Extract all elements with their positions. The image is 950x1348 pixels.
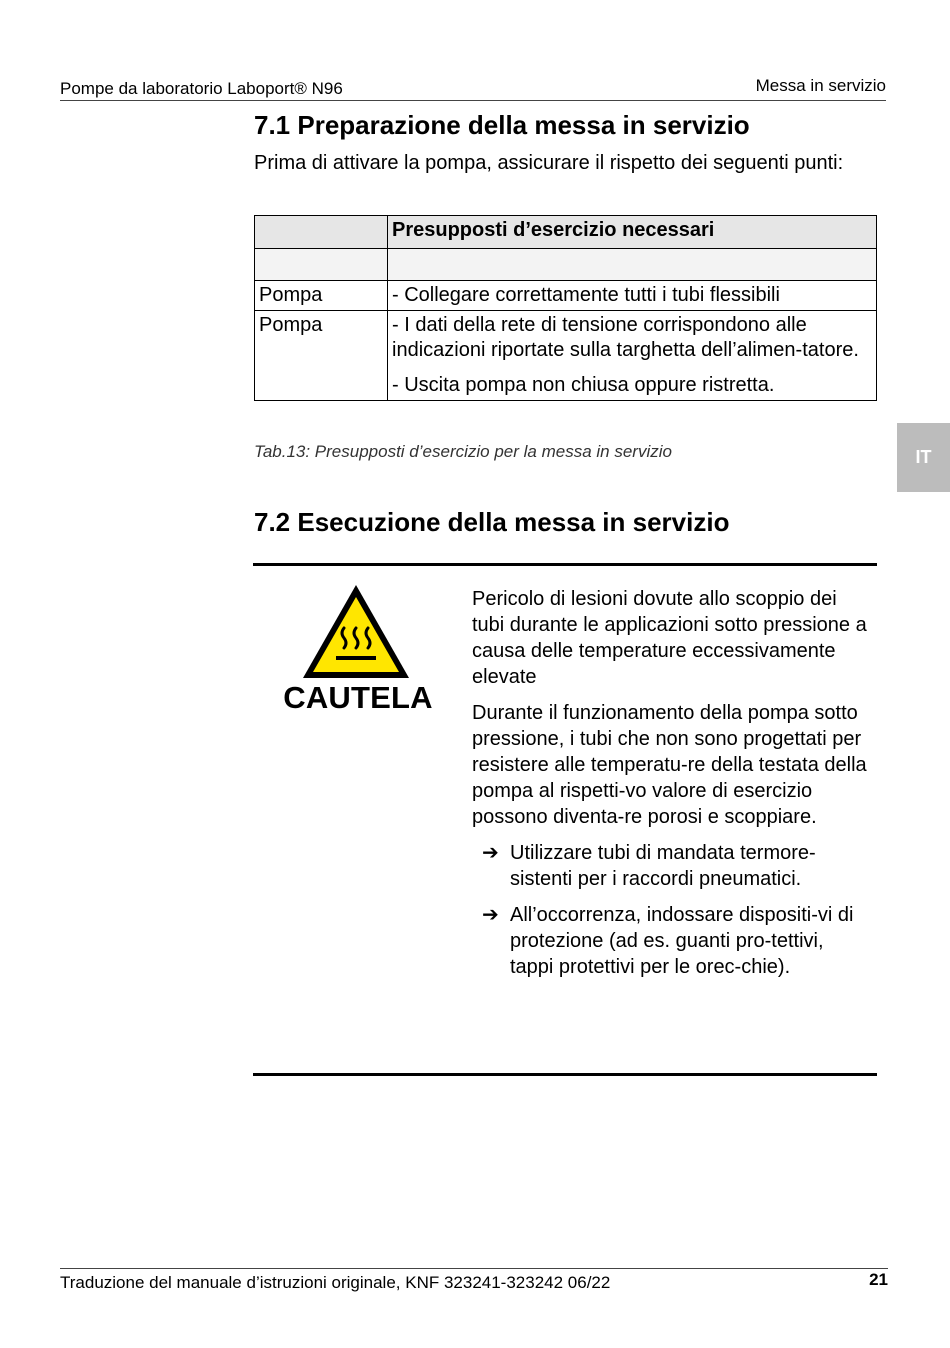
table-row [255,281,877,311]
list-item: ➔ Utilizzare tubi di mandata termore-sistenti per i raccordi pneumatici. [482,842,816,890]
section-title-7-1: 7.1 Preparazione della messa in servizio [254,110,750,140]
header-product: Pompe da laboratorio Laboport® N96 [60,79,343,98]
header-chapter: Messa in servizio [755,76,886,95]
table-cell-component: Pompa [255,311,388,401]
table-header-cell [255,216,388,249]
warning-top-rule [253,563,877,566]
page-number: 21 [869,1270,888,1289]
hot-surface-warning-icon [300,582,412,682]
table-header-cell: Presupposti d’esercizio necessari [388,216,877,249]
warning-bottom-rule [253,1073,877,1076]
warning-signal-word: CAUTELA [283,680,433,715]
warning-heading: Pericolo di lesioni dovute allo scoppio dei tubi durante le applicazioni sotto pressione a causa delle temperature eccessivamente elevate [472,588,867,688]
table-header-row [255,216,877,249]
table-spacer-row [255,249,877,281]
section-title-7-2: 7.2 Esecuzione della messa in servizio [254,507,730,537]
table-caption: Tab.13: Presupposti d’esercizio per la messa in servizio [254,442,672,461]
page-header [60,74,886,101]
footer-document-ref: Traduzione del manuale d’istruzioni originale, KNF 323241-323242 06/22 [60,1273,611,1292]
arrow-right-icon: ➔ [482,842,499,864]
intro-text: Prima di attivare la pompa, assicurare il rispetto dei seguenti punti: [254,152,844,174]
requirements-table [254,215,877,401]
language-tab: IT [897,423,950,492]
table-cell-component: Pompa [255,281,388,311]
table-row [255,311,877,401]
arrow-right-icon: ➔ [482,904,499,926]
table-cell-requirement: - I dati della rete di tensione corrispondono alle indicazioni riportate sulla targhetta dell’alimen-tatore. - Uscita pompa non chiusa oppure ristretta. [388,311,877,401]
warning-text [472,586,872,990]
page-footer [60,1268,888,1299]
list-item: ➔ All’occorrenza, indossare dispositi-vi di protezione (ad es. guanti pro-tettivi, tappi protettivi per le orec-chie). [482,904,854,978]
warning-body: Durante il funzionamento della pompa sotto pressione, i tubi che non sono progettati per resistere alle temperatu-re della testata della pompa al rispetti-vo valore di esercizio possono diventa-re porosi e scoppiare. [472,702,867,828]
table-cell-requirement: - Collegare correttamente tutti i tubi flessibili [388,281,877,311]
